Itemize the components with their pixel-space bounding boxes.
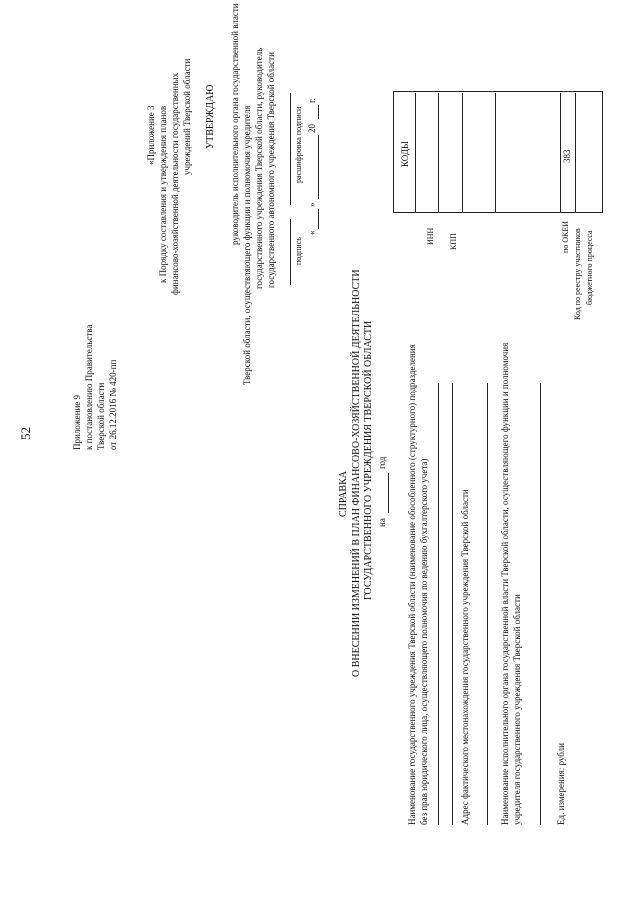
appendix-9-line: Тверской области [96,382,106,450]
approve-line: Тверской области, осуществляющего функции и полномочия учредителя [242,105,252,385]
codes-row-divider [560,93,561,213]
date-month-line [318,135,319,199]
heading-line2: ГОСУДАРСТВЕННОГО УЧРЕЖДЕНИЯ ТВЕРСКОЙ ОБЛАСТИ [363,320,374,600]
field-organ-underline [540,383,541,825]
signature-line [290,219,291,285]
date-year-suffix: г. [307,98,317,103]
codes-inn-label: ИНН [426,227,435,245]
approve-title: УТВЕРЖДАЮ [205,84,216,149]
codes-header: КОДЫ [400,141,410,167]
approve-line: государственного учреждения Тверской области, руководитель [254,47,264,289]
appendix-3-line: к Порядку составления и утверждения планов [158,105,168,283]
appendix-3-line: «Приложение 3 [146,105,156,165]
codes-okei-value: 383 [562,149,572,163]
codes-row-divider [462,93,463,213]
date-year-line [318,105,319,119]
appendix-9-line: к постановлению Правительства [84,324,94,450]
approve-line: государственного автономного учреждения Тверской области [266,52,276,288]
codes-registry-line2: бюджетного процесса [585,230,594,305]
signature-caption: подпись [294,237,303,265]
codes-kpp-label: КПП [449,233,458,250]
approve-line: руководитель исполнительного органа государственной власти [230,3,240,245]
heading-year: год [377,456,387,469]
field-name-line1: Наименование государственного учреждения Тверской области (наименование обособленного (структурного) подразделения [407,344,417,825]
date-open-quote: « [307,230,317,235]
codes-row-divider [495,93,496,213]
heading-year-line [388,473,389,513]
field-unit: Ед. измерения: рубли [556,743,566,825]
heading-line1: О ВНЕСЕНИИ ИЗМЕНЕНИЙ В ПЛАН ФИНАНСОВО-ХОЗЯЙСТВЕННОЙ ДЕЯТЕЛЬНОСТИ [351,269,362,677]
codes-row-divider [575,93,576,213]
codes-okei-label: по ОКЕИ [561,220,570,253]
codes-row-divider [438,93,439,213]
field-address: Адрес фактического местонахождения государственного учреждения Тверской области [460,489,470,825]
page-number: 52 [18,427,33,440]
appendix-3-line: финансово-хозяйственной деятельности государственных [170,72,180,295]
decoding-caption: расшифровка подписи [294,106,303,183]
codes-registry-line1: Код по реестру участников [573,228,582,320]
date-close-quote: » [307,202,317,207]
field-name-line2: без прав юридического лица, осуществляющего полномочия по ведению бухгалтерского учета) [419,458,429,825]
field-name-underline [452,383,453,825]
appendix-9-line: от 26.12.2016 № 420-пп [108,359,118,450]
heading-on: на [377,518,387,527]
field-organ-line2: учредителя государственного учреждения Тверской области [512,594,522,825]
date-day-line [318,209,319,229]
appendix-9-line: Приложение 9 [72,394,82,450]
appendix-3-line: учреждений Тверской области [182,58,192,175]
field-address-underline [487,383,488,825]
date-year-prefix: 20 [307,124,317,133]
heading-title: СПРАВКА [338,471,349,517]
codes-row-divider [415,93,416,213]
decoding-line [290,93,291,205]
field-name-underline [438,383,439,825]
field-organ-line1: Наименование исполнительного органа государственной власти Тверской области, осуществляющего функции и полномочия [500,342,510,825]
